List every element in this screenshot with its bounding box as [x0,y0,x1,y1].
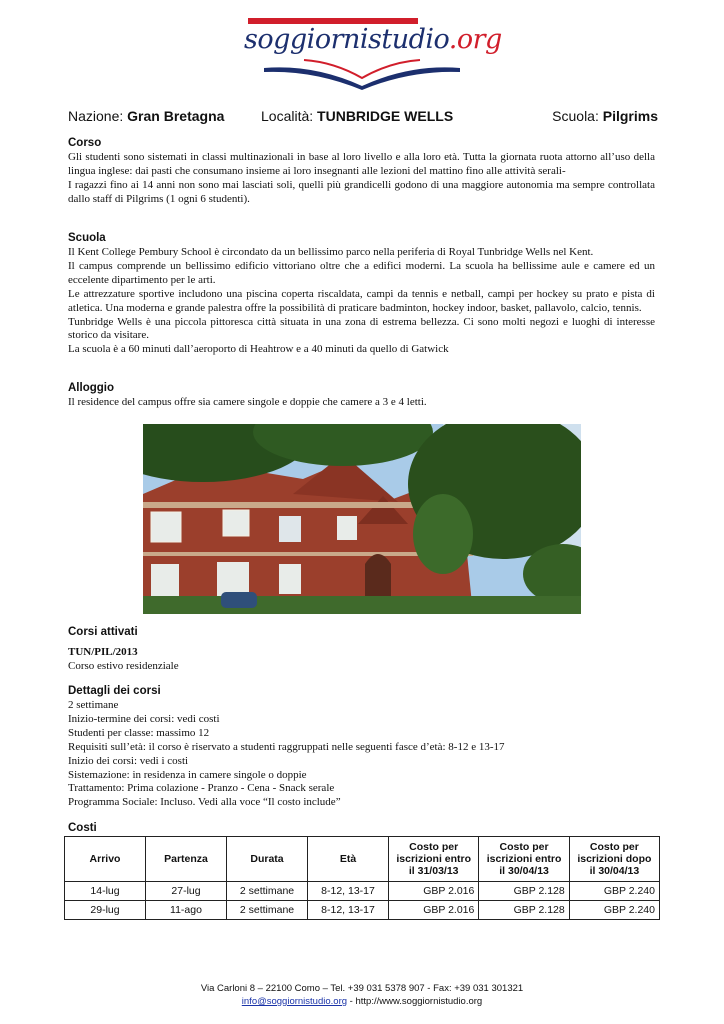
corso-text [68,151,655,207]
column-header: Costo per iscrizioni entro il 31/03/13 [389,837,479,882]
course-code: TUN/PIL/2013 [68,646,138,658]
section-title-corsi-attivati: Corsi attivati [68,626,138,638]
column-header: Età [308,837,389,882]
nazione: Nazione: Gran Bretagna [68,108,225,124]
section-title-corso: Corso [68,137,102,149]
column-header: Costo per iscrizioni dopo il 30/04/13 [569,837,659,882]
detail-line: Programma Sociale: Incluso. Vedi alla voce “Il costo include” [68,796,341,809]
detail-line: Trattamento: Prima colazione - Pranzo - Cena - Snack serale [68,782,335,795]
column-header: Durata [227,837,308,882]
detail-line: Studenti per classe: massimo 12 [68,726,210,739]
cell-partenza: 11-ago [146,901,227,920]
cell-partenza: 27-lug [146,882,227,901]
cell-arrivo: 14-lug [65,882,146,901]
location-header [68,108,658,128]
alloggio-text [68,396,655,410]
book-swoosh-icon [244,58,484,92]
dettagli-list [68,699,655,810]
section-title-scuola: Scuola [68,232,106,244]
section-title-alloggio: Alloggio [68,382,114,394]
footer-address: Via Carloni 8 – 22100 Como – Tel. +39 031 5378 907 - Fax: +39 031 301321 [200,983,524,994]
page-footer [0,982,724,1008]
table-row [65,901,660,920]
school-building-photo [143,424,581,614]
paragraph: Tunbridge Wells è una piccola pittoresca città situata in una zona di estrema bellezza. Ci sono molti negozi e luoghi di interesse storico da visitare. [68,315,655,342]
site-logo [244,14,502,90]
course-description: Corso estivo residenziale [68,659,179,672]
cell-arrivo: 29-lug [65,901,146,920]
table-row [65,882,660,901]
costs-table [64,836,660,920]
cell-eta: 8-12, 13-17 [308,901,389,920]
table-header-row [65,837,660,882]
cell-costo-3: GBP 2.240 [569,901,659,920]
detail-line: Requisiti sull’età: il corso è riservato a studenti raggruppati nelle seguenti fasce d’età: 8-12 e 13-17 [68,740,505,753]
detail-line: Inizio-termine dei corsi: vedi costi [68,712,220,725]
section-title-dettagli: Dettagli dei corsi [68,685,161,697]
column-header: Partenza [146,837,227,882]
logo-wordmark: soggiornistudio.org [244,24,502,55]
cell-costo-1: GBP 2.016 [389,901,479,920]
detail-line: 2 settimane [68,699,119,711]
corsi-attivati-text [68,646,655,674]
paragraph: I ragazzi fino ai 14 anni non sono mai lasciati soli, quelli più grandicelli godono di una maggiore autonomia ma sempre controllata dallo staff di Pilgrims (1 ogni 6 studenti). [68,178,655,205]
cell-costo-1: GBP 2.016 [389,882,479,901]
footer-separator: - [347,996,356,1007]
paragraph: Gli studenti sono sistemati in classi multinazionali in base al loro livello e alla loro età. Tutta la giornata ruota attorno all’uso della lingua inglese: dai pasti che consumano insieme ai loro insegnanti alle lezioni del mattino fino alle attività serali- [68,151,655,177]
cell-costo-2: GBP 2.128 [479,901,569,920]
paragraph: Il campus comprende un bellissimo edificio vittoriano oltre che a edifici moderni. La scuola ha bellissime aule e camere ed un eccelente dipartimento per le arti. [68,259,655,286]
detail-line: Sistemazione: in residenza in camere singole o doppie [68,768,307,781]
paragraph: Le attrezzature sportive includono una piscina coperta riscaldata, campi da tennis e netball, campi per hockey su prato e pista di atletica. Una moderna e grande palestra offre la possibilità di praticare badminton, hockey indoor, basket, pallavolo, calcio, tennis. [68,287,655,314]
cell-durata: 2 settimane [227,882,308,901]
column-header: Costo per iscrizioni entro il 30/04/13 [479,837,569,882]
website-link[interactable]: http://www.soggiornistudio.org [355,996,483,1007]
footer-links [0,995,724,1008]
scuola-name: Scuola: Pilgrims [552,108,658,124]
detail-line: Inizio dei corsi: vedi i costi [68,754,189,767]
cell-durata: 2 settimane [227,901,308,920]
cell-costo-2: GBP 2.128 [479,882,569,901]
paragraph: Il Kent College Pembury School è circondato da un bellissimo parco nella periferia di Royal Tunbridge Wells nel Kent. [68,246,594,258]
cell-eta: 8-12, 13-17 [308,882,389,901]
paragraph: Il residence del campus offre sia camere singole e doppie che camere a 3 e 4 letti. [68,396,427,408]
scuola-text [68,246,655,357]
section-title-costi: Costi [68,822,97,834]
cell-costo-3: GBP 2.240 [569,882,659,901]
paragraph: La scuola è a 60 minuti dall’aeroporto di Heahtrow e a 40 minuti da quello di Gatwick [68,343,449,356]
localita: Località: TUNBRIDGE WELLS [261,108,454,124]
column-header: Arrivo [65,837,146,882]
email-link[interactable]: info@soggiornistudio.org [241,996,348,1007]
